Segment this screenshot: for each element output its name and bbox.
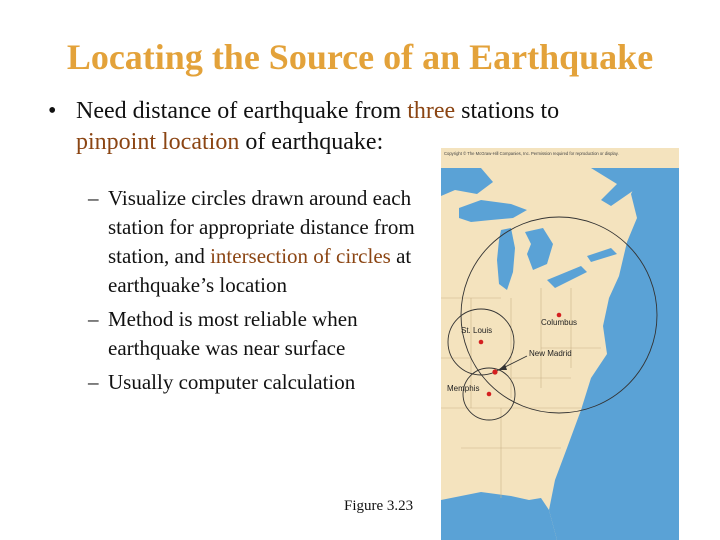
bullet-symbol: • (48, 98, 57, 124)
sub-bullet-3-text: Usually computer calculation (108, 370, 356, 394)
sub-bullet-2 (88, 305, 428, 363)
sub-bullet-1-text-after: at earthquake’s location (108, 244, 412, 297)
sub-bullet-dash: – (88, 370, 99, 394)
sub-bullet-1-text-before: Visualize circles drawn around each station for appropriate distance from station, and (108, 186, 415, 268)
bullet-text-before: Need distance of earthquake from (76, 98, 408, 124)
bullet-text-after: of earthquake: (239, 129, 384, 155)
map-drawing (441, 148, 679, 540)
lake-erie (547, 266, 587, 288)
sub-bullet-dash: – (88, 307, 99, 331)
memphis-dot (487, 392, 492, 397)
sub-bullet-2-text: Method is most reliable when earthquake was near surface (108, 307, 358, 360)
gulf-of-mexico (441, 492, 557, 540)
new-madrid-arrowhead (499, 364, 507, 370)
columbus-label: Columbus (541, 318, 578, 327)
columbus-dot (557, 313, 562, 318)
lake-ontario (587, 248, 617, 262)
new-madrid-dot (492, 369, 497, 374)
sub-bullet-dash: – (88, 186, 99, 210)
lake-superior (459, 200, 527, 222)
memphis-label: Memphis (447, 384, 480, 393)
slide-title: Locating the Source of an Earthquake (66, 37, 654, 77)
sub-bullet-1 (88, 184, 428, 300)
new-madrid-label: New Madrid (529, 349, 572, 358)
earthquake-location-map (441, 148, 679, 540)
lake-huron (525, 228, 553, 270)
map-copyright: Copyright © The McGraw-Hill Companies, Inc. Permission required for reproduction or display. (444, 151, 619, 156)
st-louis-dot (479, 340, 484, 345)
st-louis-label: St. Louis (461, 326, 493, 335)
figure-caption: Figure 3.23 (344, 498, 414, 514)
sub-bullet-3 (88, 368, 428, 397)
bullet-highlight-pinpoint: pinpoint location (76, 129, 240, 155)
northern-water (441, 168, 493, 196)
sub-bullet-1-highlight: intersection of circles (210, 244, 391, 268)
bullet-highlight-three: three (407, 98, 456, 124)
bullet-text-middle: stations to (455, 98, 560, 124)
sub-bullet-list (88, 184, 428, 402)
